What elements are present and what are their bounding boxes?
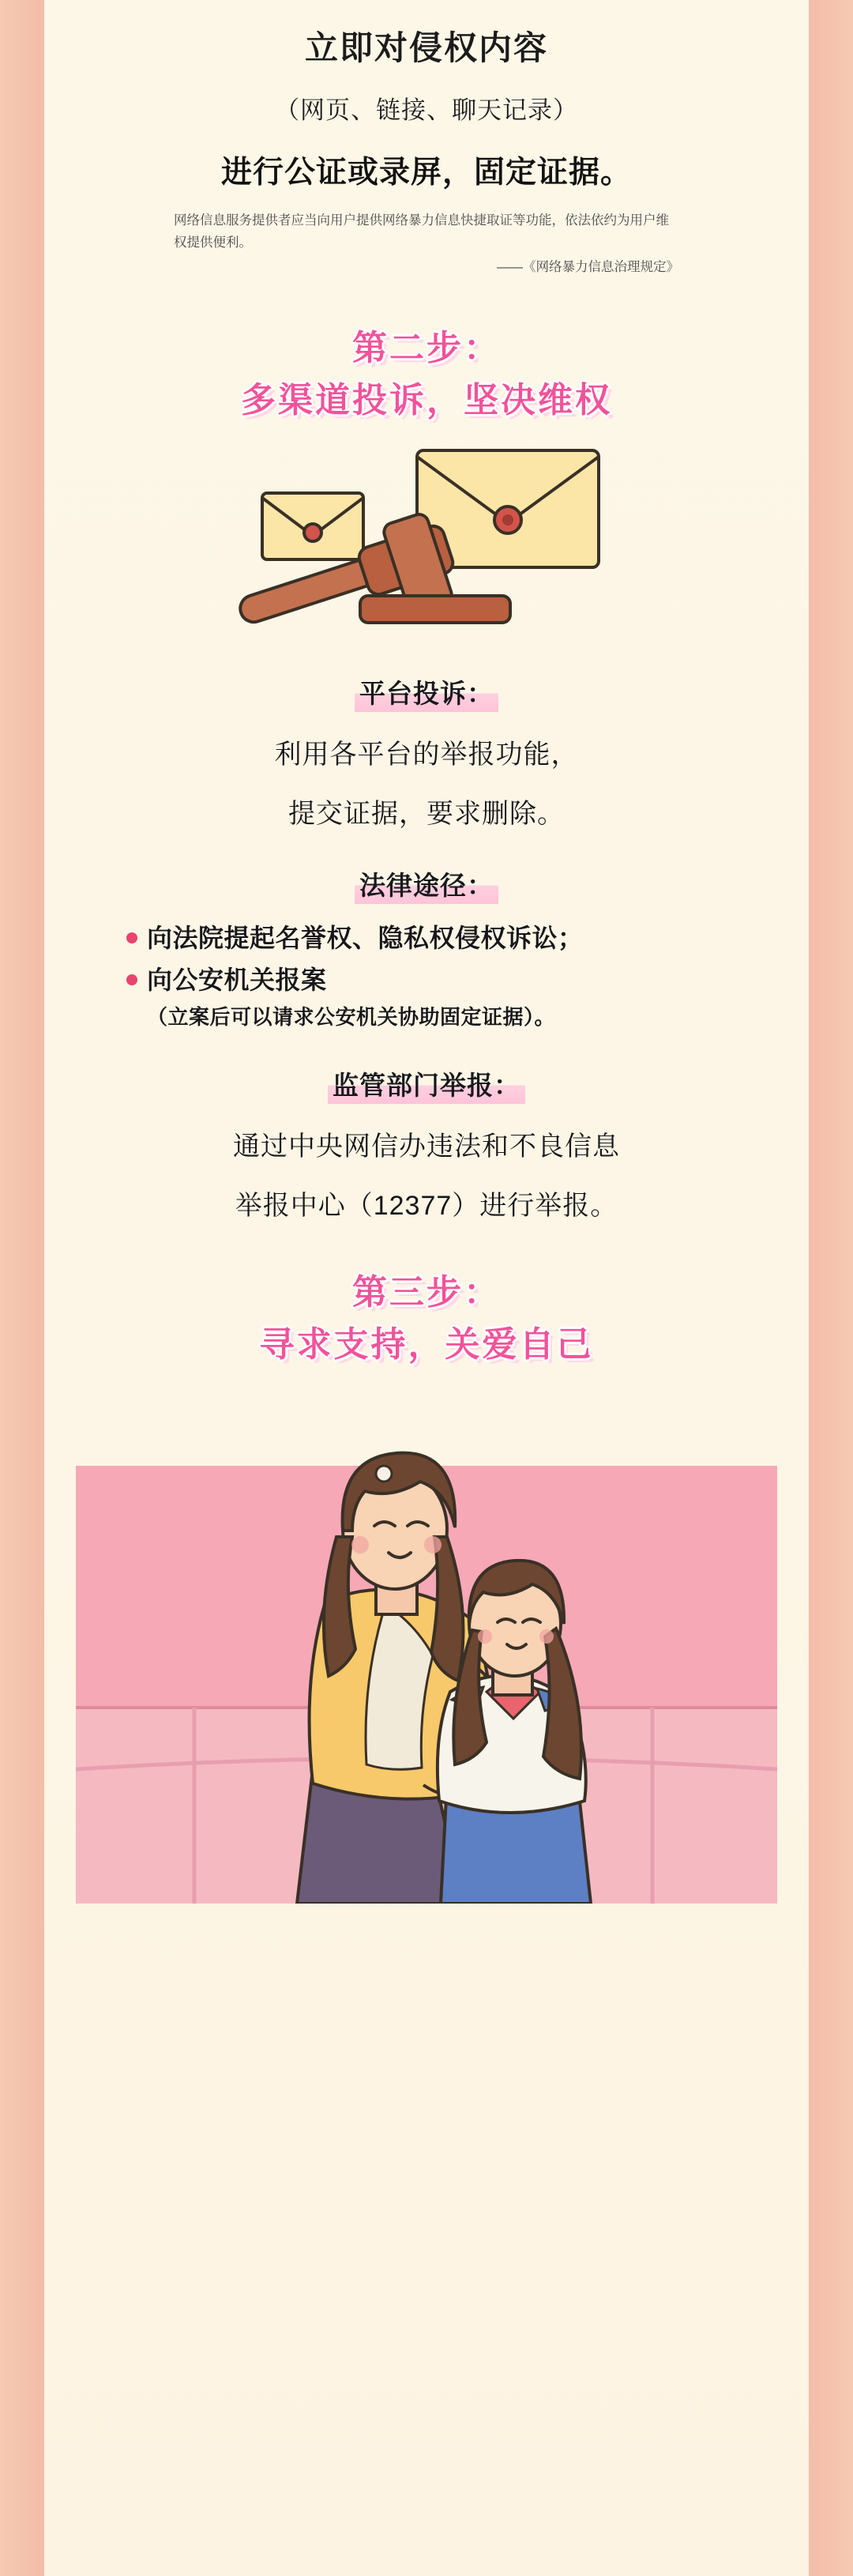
regulation-quote-text: 网络信息服务提供者应当向用户提供网络暴力信息快捷取证等功能，依法依约为用户维权提供便利。: [174, 213, 669, 250]
platform-line-2: 提交证据，要求删除。: [288, 799, 565, 830]
legal-heading-text: 法律途径：: [355, 865, 498, 904]
regulator-section-heading: [76, 1065, 777, 1104]
step-two-line-1: 第二步：: [352, 329, 501, 368]
page-title: 立即对侵权内容: [304, 29, 548, 66]
page-emphasis-line: 进行公证或录屏，固定证据。: [220, 156, 632, 190]
left-edge-gradient: [0, 0, 44, 2576]
platform-heading-text: 平台投诉：: [355, 673, 498, 712]
page-subtitle: （网页、链接、聊天记录）: [275, 96, 578, 124]
regulator-line-2: 举报中心（12377）进行举报。: [235, 1190, 618, 1221]
step-three-line-2: 寻求支持，关爱自己: [259, 1324, 594, 1364]
legal-bullet-2: 向公安机关报案: [147, 966, 327, 995]
bullet-dot-icon: [126, 974, 137, 985]
content-panel: [44, 0, 809, 2576]
regulator-heading-text: 监管部门举报：: [328, 1065, 525, 1104]
step-two-heading: [76, 322, 777, 427]
regulation-quote: [174, 209, 679, 278]
legal-bullet-1: 向法院提起名誉权、隐私权侵权诉讼；: [147, 924, 584, 953]
regulation-quote-source: ——《网络暴力信息治理规定》: [497, 259, 679, 274]
legal-bullet-list: [126, 921, 727, 1030]
right-edge-gradient: [809, 0, 853, 2576]
platform-section-heading: [76, 673, 777, 712]
gavel-and-envelopes-illustration: [76, 441, 777, 638]
bullet-dot-icon: [126, 932, 137, 943]
list-item: [126, 921, 727, 955]
step-two-line-2: 多渠道投诉，坚决维权: [241, 381, 612, 420]
step-three-heading: [76, 1267, 777, 1371]
legal-section-heading: [76, 865, 777, 904]
step-three-line-1: 第三步：: [352, 1272, 501, 1312]
list-item: [126, 963, 727, 997]
regulator-line-1: 通过中央网信办违法和不良信息: [233, 1131, 620, 1162]
platform-line-1: 利用各平台的举报功能，: [274, 740, 579, 770]
mother-and-daughter-on-sofa-illustration: [76, 1398, 777, 1904]
legal-note: （立案后可以请求公安机关协助固定证据）。: [147, 1004, 556, 1029]
